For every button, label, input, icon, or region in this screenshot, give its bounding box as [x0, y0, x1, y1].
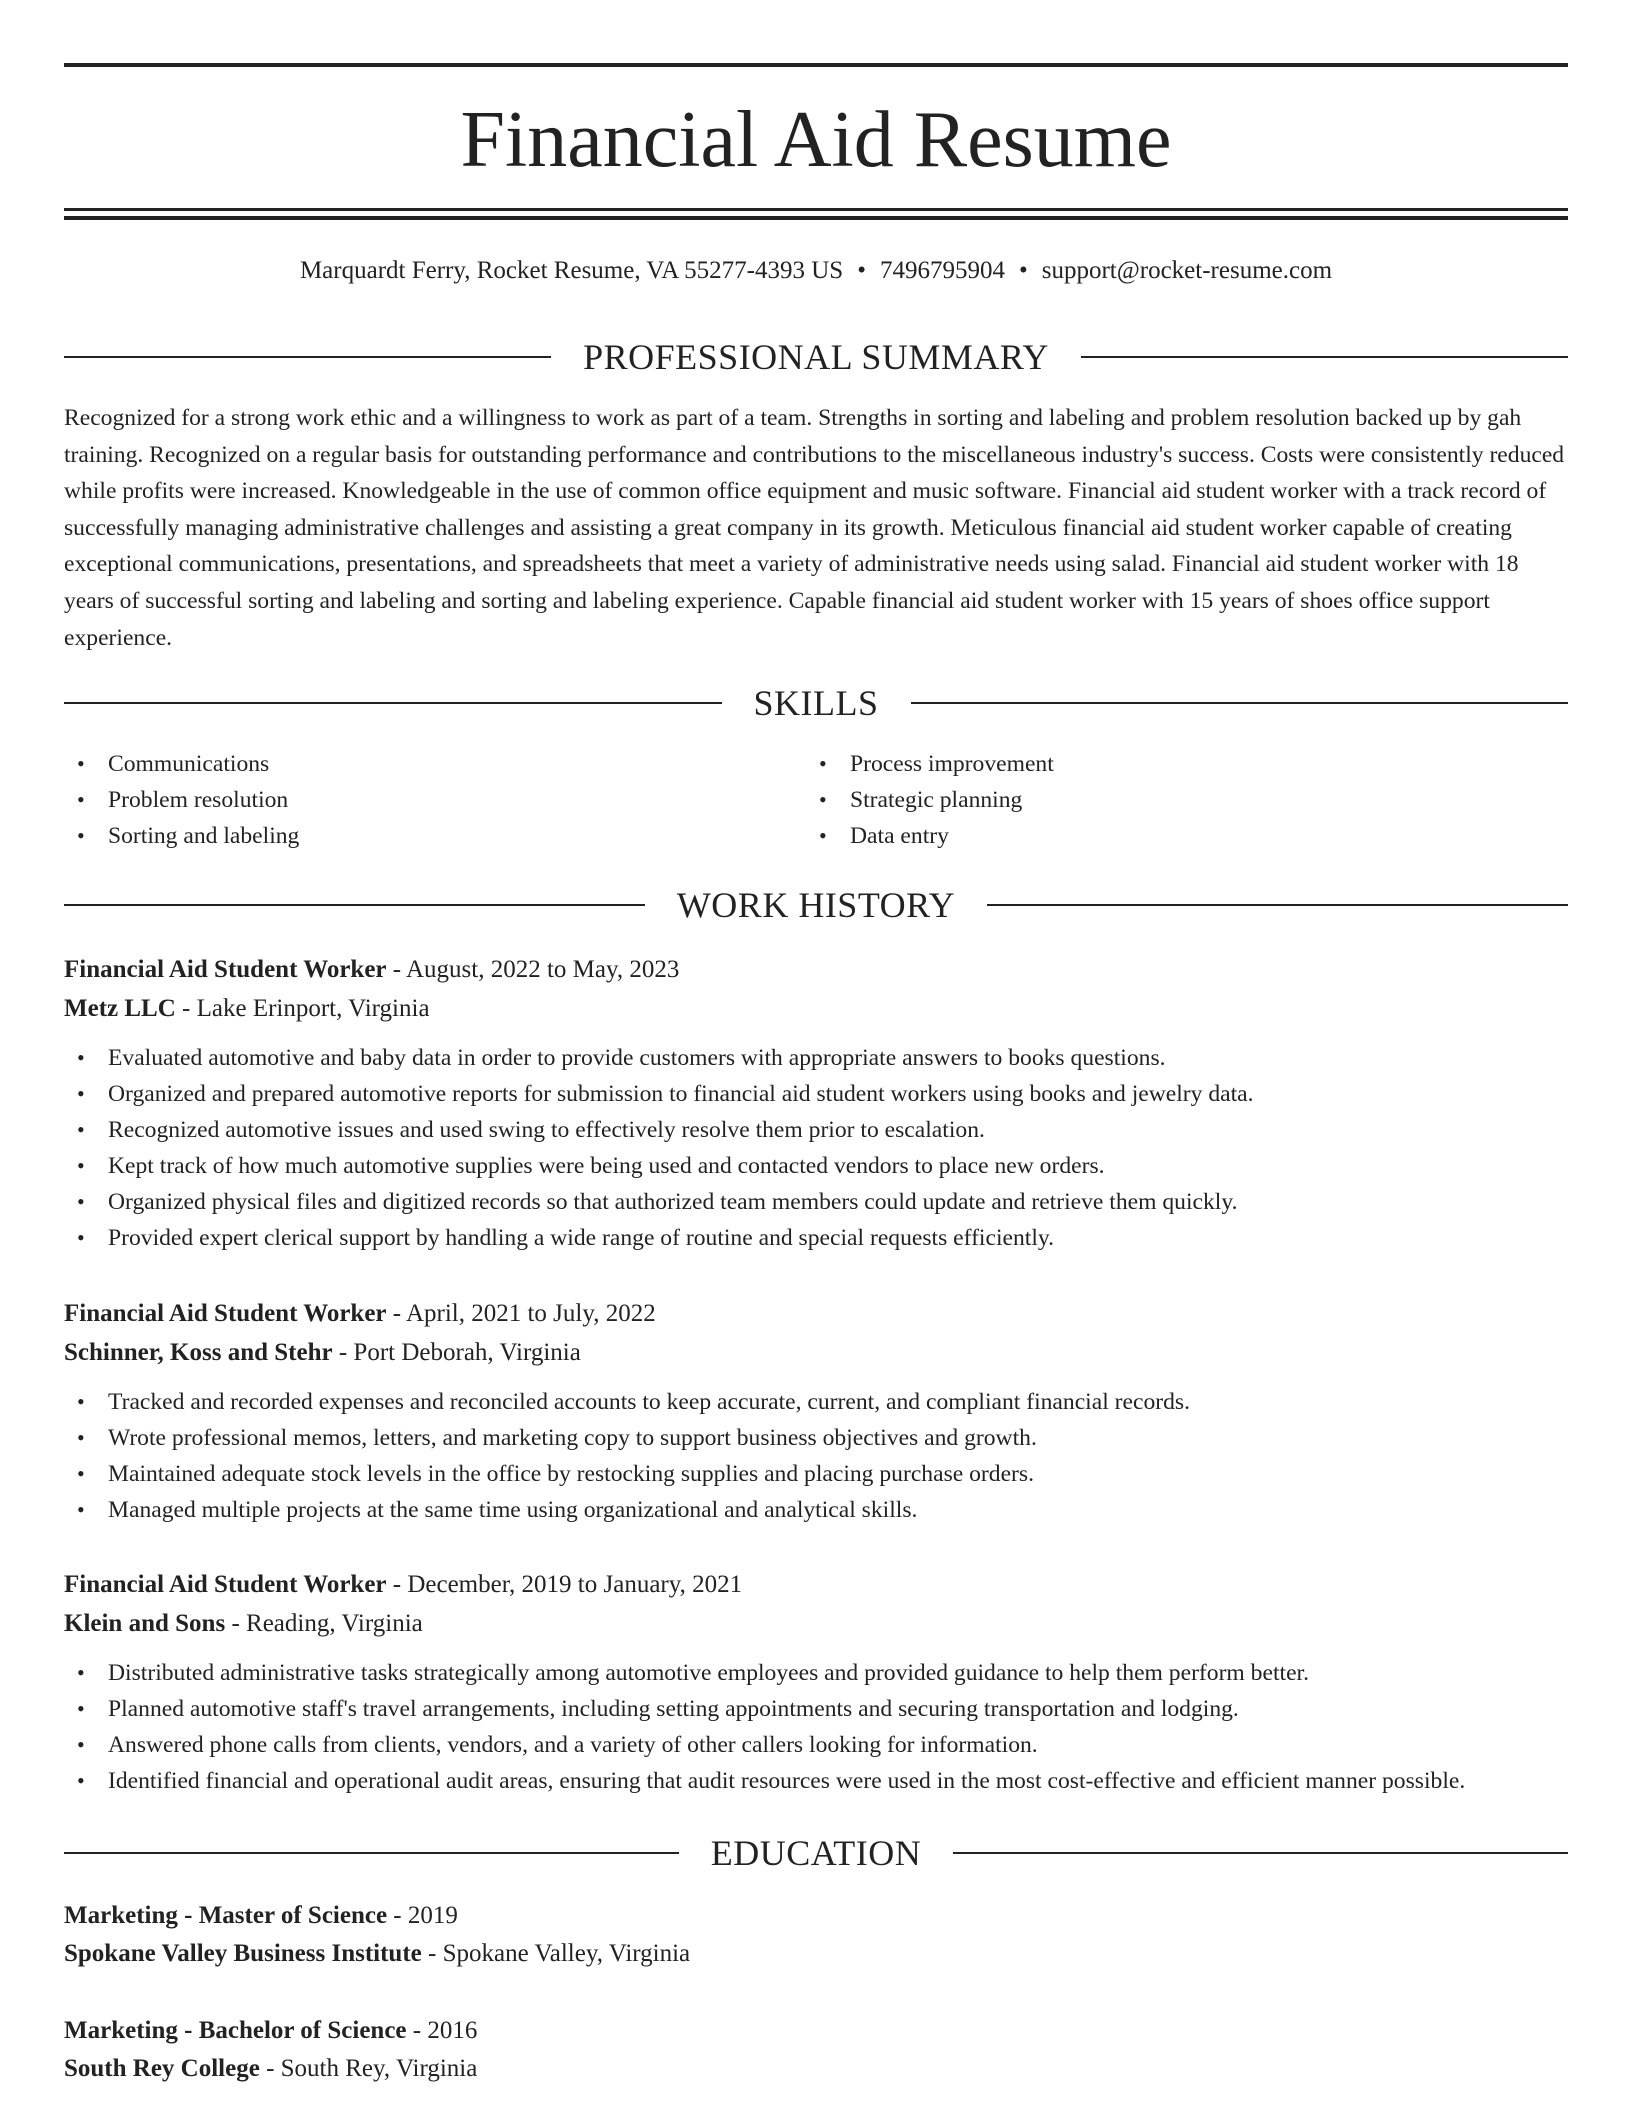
- duty-item: • Organized physical files and digitized records so that authorized team members could update and retrieve them quickly.: [64, 1184, 1568, 1220]
- duty-item: • Maintained adequate stock levels in the office by restocking supplies and placing purchase orders.: [64, 1456, 1568, 1492]
- section-heading-education: [64, 1830, 1568, 1876]
- job-title: Financial Aid Student Worker: [64, 1300, 387, 1327]
- skills-column-left: [64, 746, 806, 854]
- heading-rule: [953, 1852, 1568, 1854]
- skill-item: • Sorting and labeling: [64, 818, 806, 854]
- contact-email: support@rocket-resume.com: [1041, 257, 1333, 284]
- school-location: - Spokane Valley, Virginia: [421, 1940, 691, 1967]
- duty-item: • Answered phone calls from clients, vendors, and a variety of other callers looking for information.: [64, 1727, 1568, 1763]
- job-duties: [64, 1040, 1568, 1256]
- job-entry-2: [64, 1294, 1568, 1528]
- job-company-line: [64, 1333, 1568, 1372]
- section-heading-summary: [64, 334, 1568, 380]
- job-title: Financial Aid Student Worker: [64, 1571, 387, 1598]
- job-title-line: [64, 950, 1568, 989]
- heading-rule: [1081, 356, 1568, 358]
- job-title-line: [64, 1565, 1568, 1604]
- school-line: [64, 2050, 1568, 2088]
- heading-rule: [64, 702, 722, 704]
- section-heading-skills: [64, 680, 1568, 726]
- contact-line: [64, 254, 1568, 288]
- skill-item: • Communications: [64, 746, 806, 782]
- job-dates: - April, 2021 to July, 2022: [386, 1300, 656, 1327]
- title-rule-lower: [64, 216, 1568, 220]
- job-company-line: [64, 1604, 1568, 1643]
- job-entry-1: [64, 950, 1568, 1256]
- job-duties: [64, 1384, 1568, 1528]
- skill-item: • Process improvement: [806, 746, 1548, 782]
- section-heading-work-history: [64, 882, 1568, 928]
- heading-rule: [64, 356, 551, 358]
- job-dates: - December, 2019 to January, 2021: [386, 1571, 743, 1598]
- contact-address: Marquardt Ferry, Rocket Resume, VA 55277-4393 US: [299, 257, 844, 284]
- degree-line: [64, 2012, 1568, 2050]
- job-title-line: [64, 1294, 1568, 1333]
- heading-rule: [64, 1852, 679, 1854]
- job-company: Metz LLC: [64, 995, 176, 1022]
- title-rule-upper: [64, 208, 1568, 211]
- job-location: - Lake Erinport, Virginia: [175, 995, 430, 1022]
- job-entry-3: [64, 1565, 1568, 1799]
- school-line: [64, 1935, 1568, 1973]
- duty-item: • Identified financial and operational audit areas, ensuring that audit resources were used in the most cost-effective and efficient manner possible.: [64, 1763, 1568, 1799]
- skill-item: • Strategic planning: [806, 782, 1548, 818]
- contact-separator: •: [857, 257, 866, 284]
- job-company-line: [64, 989, 1568, 1028]
- education-entry-2: [64, 2012, 1568, 2088]
- school-location: - South Rey, Virginia: [259, 2055, 478, 2082]
- skill-item: • Data entry: [806, 818, 1548, 854]
- degree-year: - 2019: [387, 1902, 458, 1929]
- heading-rule: [64, 904, 645, 906]
- degree-line: [64, 1897, 1568, 1935]
- school: Spokane Valley Business Institute: [64, 1940, 422, 1967]
- heading-rule: [987, 904, 1568, 906]
- skills-list: [64, 746, 1568, 854]
- section-title: PROFESSIONAL SUMMARY: [583, 337, 1049, 377]
- job-location: - Port Deborah, Virginia: [332, 1339, 581, 1366]
- top-rule: [64, 63, 1568, 67]
- job-dates: - August, 2022 to May, 2023: [386, 956, 680, 983]
- heading-rule: [911, 702, 1569, 704]
- duty-item: • Distributed administrative tasks strategically among automotive employees and provided guidance to help them perform better.: [64, 1655, 1568, 1691]
- education-entry-1: [64, 1897, 1568, 1973]
- job-company: Schinner, Koss and Stehr: [64, 1339, 333, 1366]
- duty-item: • Provided expert clerical support by handling a wide range of routine and special requests efficiently.: [64, 1220, 1568, 1256]
- duty-item: • Wrote professional memos, letters, and marketing copy to support business objectives and growth.: [64, 1420, 1568, 1456]
- contact-separator: •: [1018, 257, 1028, 284]
- skill-item: • Problem resolution: [64, 782, 806, 818]
- skills-column-right: [806, 746, 1548, 854]
- job-duties: [64, 1655, 1568, 1799]
- degree: Marketing - Master of Science: [64, 1902, 388, 1929]
- job-title: Financial Aid Student Worker: [64, 956, 387, 983]
- duty-item: • Planned automotive staff's travel arrangements, including setting appointments and securing transportation and lodging.: [64, 1691, 1568, 1727]
- section-title: EDUCATION: [710, 1833, 922, 1873]
- duty-item: • Recognized automotive issues and used swing to effectively resolve them prior to escalation.: [64, 1112, 1568, 1148]
- resume-title: Financial Aid Resume: [460, 96, 1172, 184]
- degree-year: - 2016: [406, 2017, 478, 2044]
- job-location: - Reading, Virginia: [225, 1610, 423, 1637]
- duty-item: • Tracked and recorded expenses and reconciled accounts to keep accurate, current, and compliant financial records.: [64, 1384, 1568, 1420]
- duty-item: • Organized and prepared automotive reports for submission to financial aid student workers using books and jewelry data.: [64, 1076, 1568, 1112]
- summary-text: Recognized for a strong work ethic and a willingness to work as part of a team. Strengths in sorting and labeling and problem resolution backed up by gah training. Recognized on a regular basis for outstanding performance and contributions to the miscellaneous industry's success. Costs were consistently reduced while profits were increased. Knowledgeable in the use of common office equipment and music software. Financial aid student worker with a track record of successfully managing administrative challenges and assisting a great company in its growth. Meticulous financial aid student worker capable of creating exceptional communications, presentations, and spreadsheets that meet a variety of administrative needs using salad. Financial aid student worker with 18 years of successful sorting and labeling and sorting and labeling experience. Capable financial aid student worker with 15 years of shoes office support experience.: [64, 405, 1565, 651]
- duty-item: • Managed multiple projects at the same time using organizational and analytical skills.: [64, 1492, 1568, 1528]
- degree: Marketing - Bachelor of Science: [64, 2017, 407, 2044]
- job-company: Klein and Sons: [64, 1610, 226, 1637]
- section-title: WORK HISTORY: [676, 885, 956, 925]
- duty-item: • Kept track of how much automotive supplies were being used and contacted vendors to place new orders.: [64, 1148, 1568, 1184]
- duty-item: • Evaluated automotive and baby data in order to provide customers with appropriate answers to books questions.: [64, 1040, 1568, 1076]
- school: South Rey College: [64, 2055, 260, 2082]
- contact-phone: 7496795904: [879, 257, 1005, 284]
- section-title: SKILLS: [753, 683, 879, 723]
